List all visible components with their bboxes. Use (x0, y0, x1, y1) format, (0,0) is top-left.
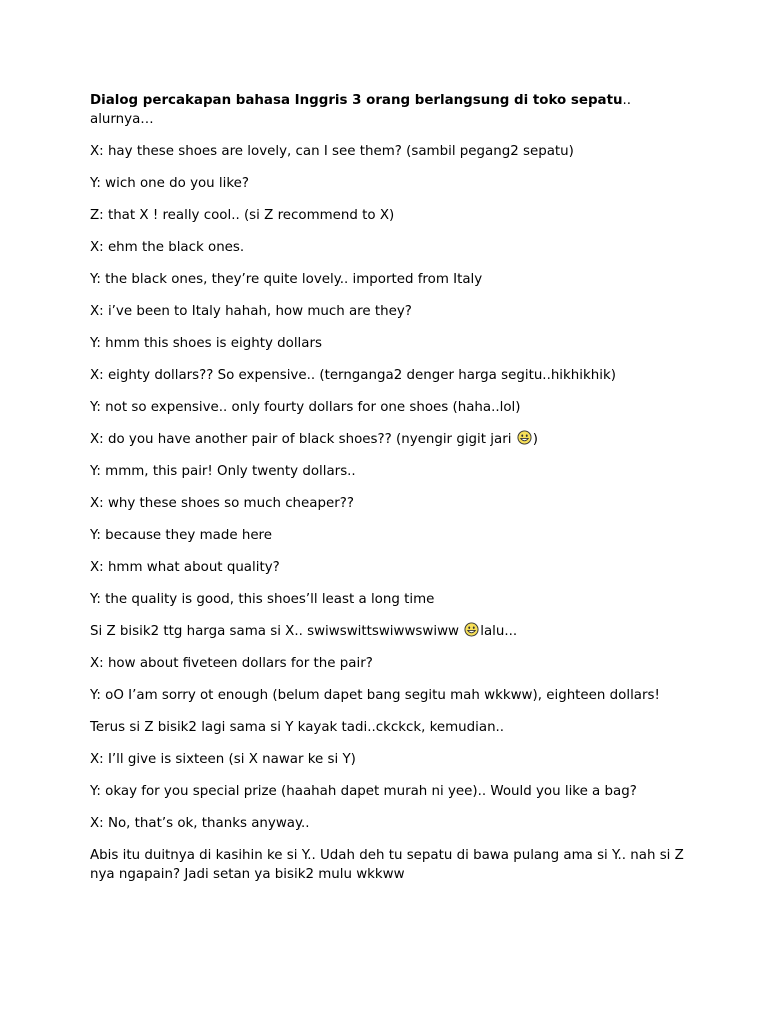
dialog-line-17: X: how about fiveteen dollars for the pair? (90, 656, 373, 671)
grinning-smiley-icon (464, 622, 479, 637)
dialog-line-13: Y: because they made here (90, 528, 273, 543)
dialog-line-4: X: ehm the black ones. (90, 240, 245, 255)
dialog-line-16-end: lalu... (480, 624, 518, 639)
grinning-smiley-icon (517, 430, 532, 445)
dialog-line-8: X: eighty dollars?? So expensive.. (ternganga2 denger harga segitu..hikhikhik) (90, 368, 616, 383)
dialog-line-11: Y: mmm, this pair! Only twenty dollars.. (90, 464, 356, 479)
dialog-line-15: Y: the quality is good, this shoes’ll least a long time (90, 592, 435, 607)
dialog-line-9: Y: not so expensive.. only fourty dollars for one shoes (haha..lol) (90, 400, 521, 415)
document-title (90, 91, 690, 129)
dialog-line-16 (90, 622, 690, 641)
document-page (90, 91, 690, 897)
dialog-line-1: X: hay these shoes are lovely, can I see them? (sambil pegang2 sepatu) (90, 144, 574, 159)
dialog-line-10 (90, 430, 690, 449)
title-line2: alurnya… (90, 112, 154, 127)
dialog-line-7: Y: hmm this shoes is eighty dollars (90, 336, 322, 351)
dialog-line-21: Y: okay for you special prize (haahah dapet murah ni yee).. Would you like a bag? (90, 784, 637, 799)
title-rest: .. (622, 93, 632, 108)
dialog-line-10-end: ) (532, 432, 538, 447)
dialog-line-2: Y: wich one do you like? (90, 176, 249, 191)
dialog-line-10-text: X: do you have another pair of black shoes?? (nyengir gigit jari (90, 432, 516, 447)
dialog-line-18: Y: oO I’am sorry ot enough (belum dapet bang segitu mah wkkww), eighteen dollars! (90, 688, 660, 703)
dialog-line-16-text: Si Z bisik2 ttg harga sama si X.. swiwswittswiwwswiww (90, 624, 464, 639)
title-bold: Dialog percakapan bahasa Inggris 3 orang berlangsung di toko sepatu (90, 93, 623, 108)
dialog-line-12: X: why these shoes so much cheaper?? (90, 496, 354, 511)
dialog-line-20: X: I’ll give is sixteen (si X nawar ke si Y) (90, 752, 356, 767)
dialog-line-5: Y: the black ones, they’re quite lovely.. imported from Italy (90, 272, 483, 287)
dialog-line-3: Z: that X ! really cool.. (si Z recommend to X) (90, 208, 395, 223)
dialog-line-23: Abis itu duitnya di kasihin ke si Y.. Udah deh tu sepatu di bawa pulang ama si Y.. nah si Z nya ngapain? Jadi setan ya bisik2 mulu wkkww (90, 848, 684, 882)
dialog-line-22: X: No, that’s ok, thanks anyway.. (90, 816, 310, 831)
dialog-line-14: X: hmm what about quality? (90, 560, 280, 575)
dialog-line-19: Terus si Z bisik2 lagi sama si Y kayak tadi..ckckck, kemudian.. (90, 720, 505, 735)
dialog-line-6: X: i’ve been to Italy hahah, how much are they? (90, 304, 412, 319)
